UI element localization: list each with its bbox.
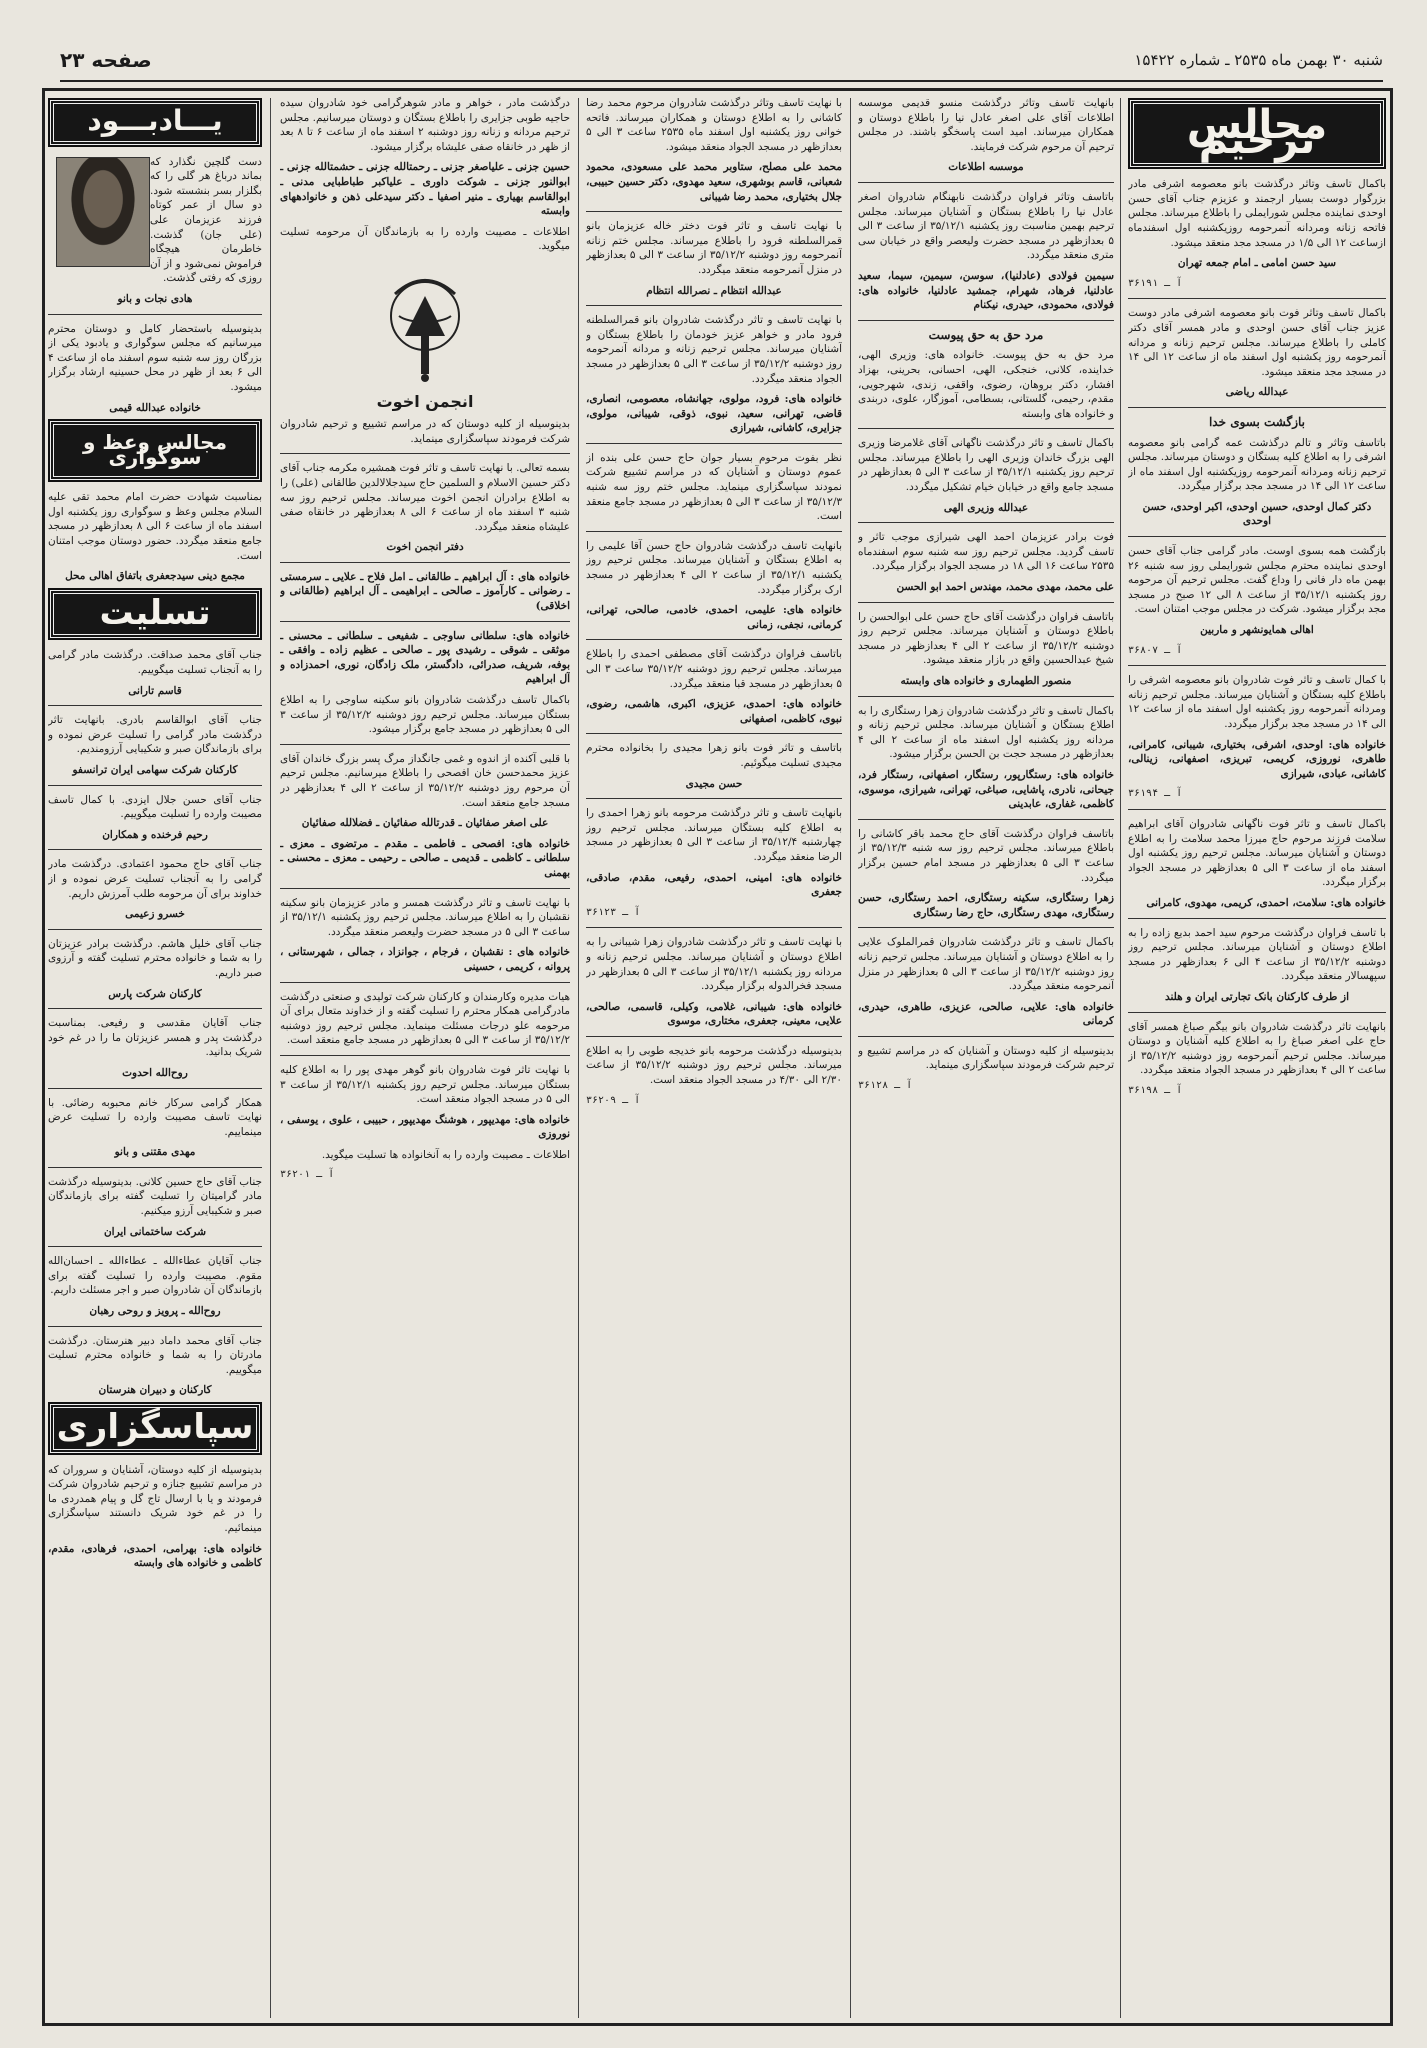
- notice: باکمال تاسف و تاثر درگذشت ناگهانی آقای غلامرضا وزیری الهی بزرگ خاندان وزیری الهی را باطلاع میرساند. مجلس ترحیم روز یکشنبه ۳۵/۱۲/۱ از ساعت ۳ الی ۵ بعدازظهر در مسجد جامع واقع در خیابان خیام تشکیل میگردد.: [858, 437, 1114, 494]
- divider: [280, 562, 570, 563]
- divider: [280, 888, 570, 889]
- divider: [858, 1036, 1114, 1037]
- notice-signature: حسن مجیدی: [685, 777, 743, 790]
- column-3: [586, 96, 842, 2020]
- notice-signature: کارکنان و دبیران هنرستان: [98, 1384, 212, 1397]
- divider: [48, 1088, 262, 1089]
- divider: [586, 305, 842, 306]
- column-4: [280, 96, 570, 2020]
- divider: [280, 1055, 570, 1056]
- divider: [48, 314, 262, 315]
- notice: با نهایت تاسف وتاثر درگذشت شادروان مرحوم محمد رضا کاشانی را به اطلاع دوستان و همکاران میرساند. فاتحه خوانی روز یکشنبه اول اسفند ماه ۲۵۳۵ ساعت ۳ الی ۵ بعدازظهر در مسجد الجواد منعقد میشود.: [586, 97, 842, 153]
- column-1: [1128, 96, 1386, 2020]
- notice: جناب آقایان عطاءالله ـ عطاءالله ـ احسان‌الله مقوم. مصیبت وارده را تسلیت گفته برای بازماندگان آن شادروان صبر و اجر مسئلت داریم.: [48, 1255, 262, 1297]
- divider: [858, 320, 1114, 321]
- divider: [1128, 809, 1386, 810]
- notice: باتاسف فراوان درگذشت آقای حاج محمد باقر کاشانی را باطلاع میرساند. مجلس ترحیم روز سه شنبه ۳۵/۱۲/۳ از ساعت ۳ الی ۵ بعدازظهر در مسجد امام حسین برگزار میگردد.: [858, 827, 1114, 884]
- divider: [586, 1036, 842, 1037]
- notice-signature: دکتر کمال اوحدی، حسین اوحدی، اکبر اوحدی، حسن اوحدی: [1142, 500, 1372, 528]
- divider: [280, 744, 570, 745]
- notice: باتاسف وتاثر فراوان درگذشت نابهنگام شادروان اصغر عادل نیا را باطلاع بستگان و آشنایان میرساند. مجلس ترحیم بهمین مناسبت روز یکشنبه ۳۵/۱۲/۱ از ساعت ۳ الی ۵ بعدازظهر در مسجد حضرت ولیعصر واقع در خیابان سی متری منعقد میگردد.: [858, 190, 1114, 262]
- notice-signature: زهرا رستگاری، سکینه رستگاری، احمد رستگاری، حسن رستگاری، مهدی رستگاری، حاج رضا رستگاری: [858, 892, 1114, 919]
- notice: جناب آقای حاج حسین کلانی. بدینوسیله درگذشت مادر گرامیتان را تسلیت گفته برای بازماندگان صبر و شکیبایی آرزو میکنیم.: [48, 1175, 262, 1218]
- notice-signature: محمد علی مصلح، ستاوبر محمد علی مسعودی، محمود شعبانی، قاسم بوشهری، سعید مهدوی، دکتر حسین حبیبی، جلال بختیاری، محمد رضا شیبانی: [586, 161, 842, 203]
- column-2: [858, 96, 1114, 2020]
- notice: فوت برادر عزیزمان احمد الهی شیرازی موجب تاثر و تاسف گردید. مجلس ترحیم روز سه شنبه سوم اسفندماه ۲۵۳۵ ساعت ۱۶ الی ۱۸ در مسجد الجواد برگزار میگردد.: [858, 531, 1114, 573]
- divider: [1128, 918, 1386, 919]
- issue-line: شنبه ۳۰ بهمن ماه ۲۵۳۵ ـ شماره ۱۵۴۲۲: [1134, 51, 1383, 69]
- notice-signature: خانواده های: علایی، صالحی، عزیزی، طاهری، حیدری، کرمانی: [858, 1000, 1114, 1028]
- majales-tarhim-banner: مجالس ترحیم: [1130, 100, 1384, 167]
- page-header: [60, 46, 1383, 82]
- notice-signature: خانواده های: فرود، مولوی، جهانشاه، معصومی، انصاری، قاضی، تهرانی، سعید، نبوی، ذوقی، شیبانی، مولوی، جزایری، کاشانی، شیرازی: [586, 393, 842, 435]
- notice: مرد حق به حق پیوست. خانواده های: وزیری الهی، خداینده، کلانی، خنجکی، الهی، احسانی، بحرینی، بهزاد افشار، دکتر بروهان، رضوی، واقفی، زندی، شهرجویی، مقدم، رحیمی، گلستانی، بسطامی، آموزگار، علوی، دربندی و خانواده های وابسته: [858, 349, 1114, 420]
- divider: [48, 849, 262, 850]
- notice-signature: کارکنان شرکت سهامی ایران ترانسفو: [72, 764, 238, 776]
- notice-code: آ ـ ۳۶۱۹۸: [1128, 1084, 1183, 1096]
- vaz-sogvari-banner: مجالس وعظ و سوگواری: [50, 421, 260, 480]
- notice: جناب آقای ابوالقاسم بادری. بانهایت تاثر درگذشت مادر گرامی را تسلیت عرض نموده و برای بازماندگان صبر و شکیبایی آرزومندیم.: [48, 714, 262, 756]
- notice-code: آ ـ ۳۶۲۰۱: [280, 1169, 335, 1181]
- notice-signature: مهدی مقتنی و بانو: [114, 1146, 196, 1159]
- notice: باتاسف و تاثر فوت بانو زهرا مجیدی را بخانواده محترم مجیدی تسلیت میگوئیم.: [586, 742, 842, 769]
- divider: [858, 182, 1114, 183]
- notice-signature: شرکت ساختمانی ایران: [103, 1225, 207, 1238]
- notice: بانهایت تاسف و تاثر درگذشت مرحومه بانو زهرا احمدی را به اطلاع کلیه بستگان میرساند. مجلس ترحیم روز چهارشنبه ۳۵/۱۲/۴ از ساعت ۳ الی ۵ بعدازظهر در مسجد الرضا منعقد میگردد.: [586, 807, 842, 863]
- divider: [1128, 536, 1386, 537]
- column-rule: [850, 98, 851, 2018]
- notice: با نهایت تاسف و تاثر درگذشت شادروان بانو قمرالسلطنه فرود مادر و خواهر عزیز خودمان را باطلاع بستگان و آشنایان میرساند. مجلس ترحیم زنانه و مردانه آنمرحومه روز دوشنبه ۳۵/۱۲/۲ از ساعت ۳ الی ۵ بعدازظهر در مسجد الجواد منعقد میگردد.: [586, 314, 842, 385]
- notice: بمناسبت شهادت حضرت امام محمد تقی علیه السلام مجلس وعظ و سوگواری روز یکشنبه اول اسفند ماه از ساعت ۶ الی ۸ بعدازظهر در مسجد جامع منعقد میگردد. حضور دوستان موجب امتنان است.: [48, 491, 262, 562]
- notice-code: آ ـ ۳۶۱۲۸: [858, 1080, 913, 1092]
- page-number: صفحه ۲۳: [60, 48, 152, 72]
- notice: نظر بفوت مرحوم بسیار جوان حاج حسن علی بنده از عموم دوستان و آشنایان که در مراسم تشییع شرکت نمودند سپاسگزاری مینماید. مجلس ختم روز سه شنبه ۳۵/۱۲/۳ از ساعت ۳ الی ۵ بعدازظهر در مسجد جامع منعقد است.: [586, 451, 842, 523]
- notice-signature: منصور الطهماری و خانواده های وابسته: [900, 675, 1072, 687]
- notice-heading: مرد حق به حق پیوست: [928, 327, 1044, 342]
- notice-signature: حسین جزنی ـ علیاصغر جزنی ـ رحمتالله جزنی ـ حشمتالله جزنی ـ ابوالنور جزنی ـ شوکت داوری ـ علیاکبر طباطبایی مدنی ـ ابوالقاسم بهیاری ـ منیر اصفیا ـ دکتر سیدعلی ذهن و خانوادههای وابسته: [280, 161, 570, 218]
- notice-signature: سید حسن امامی ـ امام جمعه تهران: [1177, 257, 1337, 270]
- divider: [586, 531, 842, 532]
- divider: [48, 1246, 262, 1247]
- notice-signature: عبدالله ریاضی: [1225, 386, 1289, 399]
- notice-signature: خانواده های: سلامت، احمدی، کریمی، مهدوی، کامرانی: [1146, 896, 1386, 909]
- notice-signature: از طرف کارکنان بانک تجارتی ایران و هلند: [1164, 990, 1350, 1003]
- notice-heading: بازگشت بسوی خدا: [1208, 414, 1306, 429]
- notice-signature: کارکنان شرکت پارس: [108, 987, 202, 1000]
- notice: باکمال تاسف وتاثر درگذشت بانو معصومه اشرفی مادر بزرگوار دوست بسیار ارجمند و عزیزم جناب آقای حسن اوحدی نماینده مجلس شورایملی را باطلاع میرساند. مجلس فاتحه زنانه ومردانه آنمرحومه روزیکشنبه اول اسفندماه ازساعت ۱۲ الی ۱/۵ در مسجد مجد منعقد میشود.: [1128, 178, 1386, 249]
- notice-signature: سیمین فولادی (عادلنیا)، سوسن، سیمین، سیما، سعید عادلنیا، فرهاد، شهرام، جمشید عادلنیا، خانواده های: فولادی، محمودی، حیدری، نیکنام: [858, 269, 1114, 312]
- notice-signature: خانواده های: سلطانی ساوجی ـ شفیعی ـ سلطانی ـ محسنی ـ موثقی ـ شوقی ـ رشیدی پور ـ صالحی ـ عظیم زاده ـ وافقی ـ بوفه، شریف، صدرائی، دادگستر، ملک زادگان، نوری، احمدزاده و آل ابراهیم: [280, 629, 570, 686]
- divider: [48, 1167, 262, 1168]
- notice: با نهایت تاسف و تاثر درگذشت شادروان زهرا شیبانی را به اطلاع دوستان و آشنایان میرساند. مجلس ترحیم زنانه و مردانه روز یکشنبه ۳۵/۱۲/۱ از ساعت ۳ الی ۵ بعدازظهر در مسجد فخرالدوله برگزار میگردد.: [586, 936, 842, 993]
- notice-code: آ ـ ۳۶۱۹۱: [1128, 277, 1183, 289]
- divider: [48, 785, 262, 786]
- notice: بدینوسیله از کلیه دوستان، آشنایان و سروران که در مراسم تشییع جنازه و ترحیم شادروان شرکت فرمودند و یا با ارسال تاج گل و پیام همدردی ما را در غم خود شریک دانستند سپاسگزاری مینمائیم.: [48, 1463, 262, 1534]
- notice: بانهایت تاسف وتاثر درگذشت منسو قدیمی موسسه اطلاعات آقای علی اصغر عادل نیا را باطلاع دوستان و همکاران میرساند. امید است پاسخگو باشند. در مجلس ترحیم آن مرحوم شرکت فرمایند.: [858, 97, 1114, 153]
- notice: با کمال تاسف و تاثر فوت شادروان بانو معصومه اشرفی را باطلاع کلیه بستگان و آشنایان میرساند. مجلس ترحیم زنانه ومردانه آنمرحومه روز یکشنبه اول اسفند ماه از ساعت ۱۲ الی ۱۴ در مسجد مجد برگزار میگردد.: [1128, 674, 1386, 730]
- notice-signature: خانواده های: رستگارپور، رستگار، اصفهانی، رستگار فرد، جیحانی، نادری، پاشایی، صباغی، تهرانی، شیرازی، موسوی، کاظمی، غفاری، عابدینی: [858, 768, 1114, 811]
- notice-signature: خانواده های: بهرامی، احمدی، فرهادی، مقدم، کاظمی و خانواده های وابسته: [48, 1542, 262, 1570]
- notice: همکار گرامی سرکار خانم محبوبه رضائی. با نهایت تاسف مصیبت وارده را تسلیت عرض مینماییم.: [48, 1096, 262, 1138]
- notice: بانهایت تاثر درگذشت شادروان بانو بیگم صباغ همسر آقای حاج علی اصغر صباغ را به اطلاع کلیه آشنایان و دوستان میرساند. مجلس ترحیم آنمرحومه روز دوشنبه ۳۵/۱۲/۲ از ساعت ۲ الی ۴ بعدازظهر در مسجد الجواد منعقد میگردد.: [1128, 1020, 1386, 1077]
- notice: بدینوسیله باستحضار کامل و دوستان محترم میرسانیم که مجلس سوگواری و یادبود یکی از بزرگان روز سه شنبه سوم اسفند ماه از ساعت ۴ الی ۶ بعد از ظهر در محل حسینیه ارشاد برگزار میشود.: [48, 322, 262, 393]
- taslit-banner: تسلیت: [50, 590, 260, 639]
- notice-signature: هادی نجات و بانو: [117, 292, 193, 305]
- notice-signature: روح‌الله ـ پرویز و روحی رهبان: [89, 1305, 221, 1318]
- divider: [586, 639, 842, 640]
- divider: [858, 927, 1114, 928]
- column-5: [48, 96, 262, 2020]
- notice-signature: قاسم تارانی: [128, 684, 182, 697]
- notice: با نهایت تاثر فوت شادروان بانو گوهر مهدی پور را به اطلاع کلیه بستگان میرساند. مجلس ترحیم روز یکشنبه ۳۵/۱۲/۱ از ساعت ۳ الی ۵ در مسجد الجواد منعقد است.: [280, 1063, 570, 1106]
- notice-signature: علی محمد، مهدی محمد، مهندس احمد ابو الحسن: [896, 581, 1114, 594]
- divider: [586, 211, 842, 212]
- divider: [586, 927, 842, 928]
- divider: [858, 602, 1114, 603]
- divider: [858, 819, 1114, 820]
- notice: باکمال تاسف و تاثر فوت ناگهانی شادروان آقای ابراهیم سلامت فرزند مرحوم حاج میرزا محمد سلامت را به اطلاع دوستان و آشنایان میرساند. مجلس ترحیم روز یکشنبه اول اسفند ماه از ساعت ۳ الی ۵ بعدازظهر در مسجد الجواد برگزار میگردد.: [1128, 817, 1386, 889]
- sepasgozari-banner: سپاسگزاری: [50, 1404, 260, 1453]
- notice: باتاسف وتاثر و تالم درگذشت عمه گرامی بانو معصومه اشرفی را به اطلاع کلیه بستگان و دوستان میرساند. مجلس ترحیم زنانه ومردانه آنمرحومه روزیکشنبه اول اسفند ماه از ساعت ۱۲ الی ۱۴ در مسجد مجد برگزار میگردد.: [1128, 436, 1386, 493]
- divider: [586, 443, 842, 444]
- notice-signature: روح‌الله احدوت: [122, 1066, 188, 1079]
- notice-code: آ ـ ۳۶۲۰۹: [586, 1094, 641, 1106]
- notice: بدینوسیله از کلیه دوستان و آشنایان که در مراسم تشییع و ترحیم شرکت فرمودند سپاسگزاری مینماید.: [858, 1044, 1114, 1072]
- notice: درگذشت مادر ، خواهر و مادر شوهرگرامی خود شادروان سیده حاجیه طوبی جزایری را باطلاع بستگان و دوستان میرسانیم. مجلس ترحیم مردانه و زنانه روز دوشنبه ۲ اسفند ماه از ساعت ۶ تا ۸ بعد از ظهر در خانقاه صفی علیشاه برگزار میشود.: [280, 97, 570, 153]
- notice-code: آ ـ ۳۶۱۲۳: [586, 906, 641, 918]
- notice-signature: عبدالله انتظام ـ نصرالله انتظام: [646, 284, 782, 297]
- divider: [1128, 298, 1386, 299]
- notice: جناب آقایان مقدسی و رفیعی. بمناسبت درگذشت پدر و همسر عزیزتان ما را در غم خود شریک بدانید.: [48, 1017, 262, 1059]
- column-rule: [578, 98, 579, 2018]
- divider: [586, 733, 842, 734]
- column-rule: [1120, 98, 1121, 2018]
- notice: باتاسف فراوان درگذشت آقای حاج حسن علی ابوالحسن را باطلاع دوستان و آشنایان میرساند. مجلس ترحیم روز دوشنبه ۳۵/۱۲/۲ از ساعت ۲ الی ۴ بعدازظهر در مسجد شیخ عبدالحسین واقع در بازار منعقد میشود.: [858, 610, 1114, 667]
- notice: جناب آقای محمد صداقت. درگذشت مادر گرامی را به آنجناب تسلیت میگوییم.: [48, 649, 262, 677]
- notice: اطلاعات ـ مصیبت وارده را به آنخانواده ها تسلیت میگوید.: [321, 1148, 570, 1161]
- notice: بدینوسیله از کلیه دوستان که در مراسم تشییع و ترحیم شادروان شرکت فرمودند سپاسگزاری مینماید.: [280, 418, 570, 445]
- notice: باکمال تاسف و تاثر درگذشت شادروان زهرا رستگاری را به اطلاع بستگان و آشنایان میرساند. مجلس ترحیم زنانه و مردانه روز یکشنبه اول اسفند ماه از ساعت ۲ الی ۴ بعدازظهر در مسجد حجت بن الحسن برگزار میشود.: [858, 704, 1114, 761]
- notice-signature: اهالی همایونشهر و ماربین: [1200, 624, 1314, 637]
- notice: جناب آقای محمد داماد دبیر هنرستان. درگذشت مادرتان را به شما و خانواده محترم تسلیت میگوییم.: [48, 1334, 262, 1376]
- notice-signature: خانواده های: افصحی ـ فاطمی ـ مقدم ـ مرتضوی ـ معزی ـ سلطانی ـ کاظمی ـ قدیمی ـ صالحی ـ رحیمی ـ معزی ـ محسنی ـ بهمنی: [280, 837, 570, 879]
- divider: [1128, 1012, 1386, 1013]
- notice-signature: خانواده های: احمدی، عزیزی، اکبری، هاشمی، رضوی، نبوی، کاظمی، اصفهانی: [586, 698, 842, 725]
- notice-signature: مجمع دینی سیدجعفری باتفاق اهالی محل: [65, 570, 245, 583]
- notice: بدینوسیله درگذشت مرحومه بانو خدیجه طوبی را به اطلاع میرساند. مجلس ترحیم روز دوشنبه ۳۵/۱۲/۲ از ساعت ۲/۳۰ الی ۴/۳۰ در مسجد الجواد منعقد است.: [586, 1044, 842, 1087]
- notice-signature: خانواده های : نقشبان ، فرجام ، جوانزاد ، جمالی ، شهرستانی ، پروانه ، کریمی ، حسینی: [280, 946, 570, 973]
- notice-signature: خانواده عبدالله قیمی: [109, 401, 201, 414]
- notice: اطلاعات ـ مصیبت وارده را به بازماندگان آن مرحومه تسلیت میگوید.: [280, 225, 570, 253]
- divider: [280, 453, 570, 454]
- divider: [48, 1008, 262, 1009]
- notice-signature: موسسه اطلاعات: [948, 161, 1024, 174]
- notice: باکمال تاسف وتاثر فوت بانو معصومه اشرفی مادر دوست عزیز جناب آقای حسن اوحدی و مادر همسر آقای دکتر کاملی را باطلاع میرساند. مجلس ترحیم زنانه و مردانه آنمرحومه روز یکشنبه اول اسفند ماه از ساعت ۱۲ الی ۱۴ در مسجد مجد منعقد میشود.: [1128, 307, 1386, 378]
- anjoman-emblem: [280, 266, 570, 391]
- divider: [858, 428, 1114, 429]
- notice: بانهایت تاسف درگذشت شادروان حاج حسن آقا علیمی را به اطلاع بستگان و آشنایان میرساند. مجلس ترحیم روز یکشنبه ۳۵/۱۲/۱ از ساعت ۲ الی ۴ بعدازظهر در مسجد ارک برگزار میگردد.: [586, 539, 842, 596]
- notice: دست گلچین نگذارد که بماند درباغ هر گلی را که بگلزار بسر بنشسته شود. دو سال از عمر کوتاه فرزند عزیزمان علی (علی‌ جان) گذشت. خاطرمان هیچگاه فراموش نمی‌شود و از آن روزی که رفتی گذشت.: [150, 155, 262, 285]
- notice-signature: خانواده های: اوحدی، اشرفی، بختیاری، شیبانی، کامرانی، طاهری، نوروزی، کریمی، تبریزی، اصفهانی، زینالی، کاشانی، عبادی، شیرازی: [1128, 738, 1386, 780]
- notice: جناب آقای خلیل هاشم. درگذشت برادر عزیزتان را به شما و خانواده محترم تسلیت گفته و آرزوی صبر داریم.: [48, 937, 262, 979]
- notice: جناب آقای حاج محمود اعتمادی. درگذشت مادر گرامی را به آنجناب تسلیت عرض نموده و از خداوند برای آن مرحومه طلب آمرزش داریم.: [48, 858, 262, 900]
- notice: با نهایت تاسف و تاثر درگذشت همسر و مادر عزیزمان بانو سکینه نقشبان را به اطلاع میرساند. مجلس ترحیم روز یکشنبه ۳۵/۱۲/۱ از ساعت ۳ الی ۵ در مسجد حضرت ولیعصر منعقد میگردد.: [280, 896, 570, 938]
- notice-signature: عبدالله وزیری الهی: [943, 501, 1029, 514]
- yadbood-banner: یـــادبـــود: [50, 100, 260, 145]
- notice-signature: خانواده های : آل ابراهیم ـ طالقانی ـ امل فلاح ـ علایی ـ سرمستی ـ رضوانی ـ کارآموز ـ صالحی ـ ابراهیمی ـ آل ابراهیم (طالقانی و اخلاقی): [280, 570, 570, 613]
- notice: باکمال تاسف درگذشت شادروان بانو سکینه ساوجی را به اطلاع بستگان میرساند. مجلس ترحیم روز دوشنبه ۳۵/۱۲/۲ از ساعت ۳ الی ۵ بعدازظهر در مسجد جامع برگزار میشود.: [280, 694, 570, 736]
- divider: [858, 522, 1114, 523]
- notice-signature: خانواده های: شیبانی، غلامی، وکیلی، قاسمی، صالحی، علایی، معینی، جعفری، مختاری، موسوی: [586, 1000, 842, 1028]
- notice-code: آ ـ ۳۶۱۹۴: [1128, 788, 1183, 800]
- divider: [1128, 407, 1386, 408]
- notice-code: آ ـ ۳۶۸۰۷: [1128, 644, 1183, 656]
- divider: [280, 982, 570, 983]
- notice-signature: خانواده های: امینی، احمدی، رفیعی، مقدم، صادقی، جعفری: [586, 871, 842, 899]
- notice-signature: رحیم فرخنده و همکاران: [102, 828, 208, 841]
- divider: [586, 798, 842, 799]
- notice-signature: خانواده های: علیمی، احمدی، خادمی، صالحی، تهرانی، کرمانی، نجفی، زمانی: [586, 604, 842, 631]
- divider: [48, 929, 262, 930]
- divider: [280, 621, 570, 622]
- notice: با تاسف فراوان درگذشت مرحوم سید احمد بدیع زاده را به اطلاع دوستان و آشنایان میرساند. مجلس ترحیم روز دوشنبه ۳۵/۱۲/۲ از ساعت ۴ الی ۶ بعدازظهر در مسجد سپهسالار منعقد میگردد.: [1128, 926, 1386, 983]
- notice: باکمال تاسف و تاثر درگذشت شادروان قمرالملوک علایی را به اطلاع دوستان و آشنایان میرساند. مجلس ترحیم زنانه روز دوشنبه ۳۵/۱۲/۲ از ساعت ۳ الی ۵ بعدازظهر در منزل آنمرحومه منعقد میگردد.: [858, 936, 1114, 993]
- anjoman-title: انجمن اخوت: [376, 391, 474, 411]
- column-rule: [270, 98, 271, 2018]
- notice: هیات مدیره وکارمندان و کارکنان شرکت تولیدی و صنعتی درگذشت مادرگرامی همکار محترم را تسلیت گفته و از خداوند متعال برای آن مرحومه علو درجات مسئلت مینماید. مجلس ترحیم روز دوشنبه ۳۵/۱۲/۲ از ساعت ۳ الی ۵ بعدازظهر در مسجد جامع منعقد است.: [280, 990, 570, 1047]
- notice: جناب آقای حسن جلال ایزدی. با کمال تاسف مصیبت وارده را تسلیت میگوییم.: [48, 793, 262, 821]
- notice: با قلبی آکنده از اندوه و غمی جانگداز مرگ پسر بزرگ خاندان آقای عزیز محمدحسن خان افصحی را باطلاع میرسانیم. مجلس ترحیم آن مرحوم روز دوشنبه ۳۵/۱۲/۲ از ساعت ۲ الی ۴ بعدازظهر در مسجد جامع منعقد است.: [280, 752, 570, 809]
- notice-signature: خانواده های: مهدیپور ، هوشنگ مهدیپور ، حبیبی ، علوی ، یوسفی ، نوروزی: [280, 1113, 570, 1141]
- notice-signature: خسرو زعیمی: [125, 908, 185, 921]
- divider: [858, 696, 1114, 697]
- divider: [48, 705, 262, 706]
- portrait-photo: [56, 157, 150, 267]
- divider: [48, 1326, 262, 1327]
- divider: [1128, 665, 1386, 666]
- notice: بسمه تعالی. با نهایت تاسف و تاثر فوت همشیره مکرمه جناب آقای دکتر حسین الاسلام و السلمین حاج سیدجلالالدین طالقانی (علی) را به اطلاع برادران انجمن اخوت میرساند. مجلس ترحیم روز سه شنبه ۳ اسفند ماه از ساعت ۶ الی ۸ بعدازظهر در خانقاه صفی علیشاه منعقد میگردد.: [280, 462, 570, 533]
- notice: باتاسف فراوان درگذشت آقای مصطفی احمدی را باطلاع میرساند. مجلس ترحیم روز دوشنبه ۳۵/۱۲/۲ ساعت ۳ الی ۵ بعدازظهر در مسجد قبا منعقد میگردد.: [586, 648, 842, 690]
- notice-signature: دفتر انجمن اخوت: [386, 541, 464, 554]
- emblem-icon: [365, 266, 485, 386]
- notice: بازگشت همه بسوی اوست. مادر گرامی جناب آقای حسن اوحدی نماینده محترم مجلس شورایملی روز سه شنبه ۲۶ بهمن ماه دار فانی را وداع گفت. مجلس ترحیم آن مرحومه روز یکشنبه ۳۵/۱۲/۱ از ساعت ۸ الی ۱۲ صبح در مسجد مجد برگزار میشود. شرکت در مجلس موجب امتنان است.: [1128, 545, 1386, 616]
- notice-signature: علی اصغر صفائیان ـ قدرتالله صفائیان ـ فضلالله صفائیان: [301, 817, 549, 830]
- notice: با نهایت تاسف و تاثر فوت دختر خاله عزیزمان بانو قمرالسلطنه فرود را باطلاع میرساند. مجلس ختم زنانه آنمرحومه روز دوشنبه ۳۵/۱۲/۲ از ساعت ۳ الی ۵ بعدازظهر در منزل آنمرحومه منعقد میگردد.: [586, 220, 842, 276]
